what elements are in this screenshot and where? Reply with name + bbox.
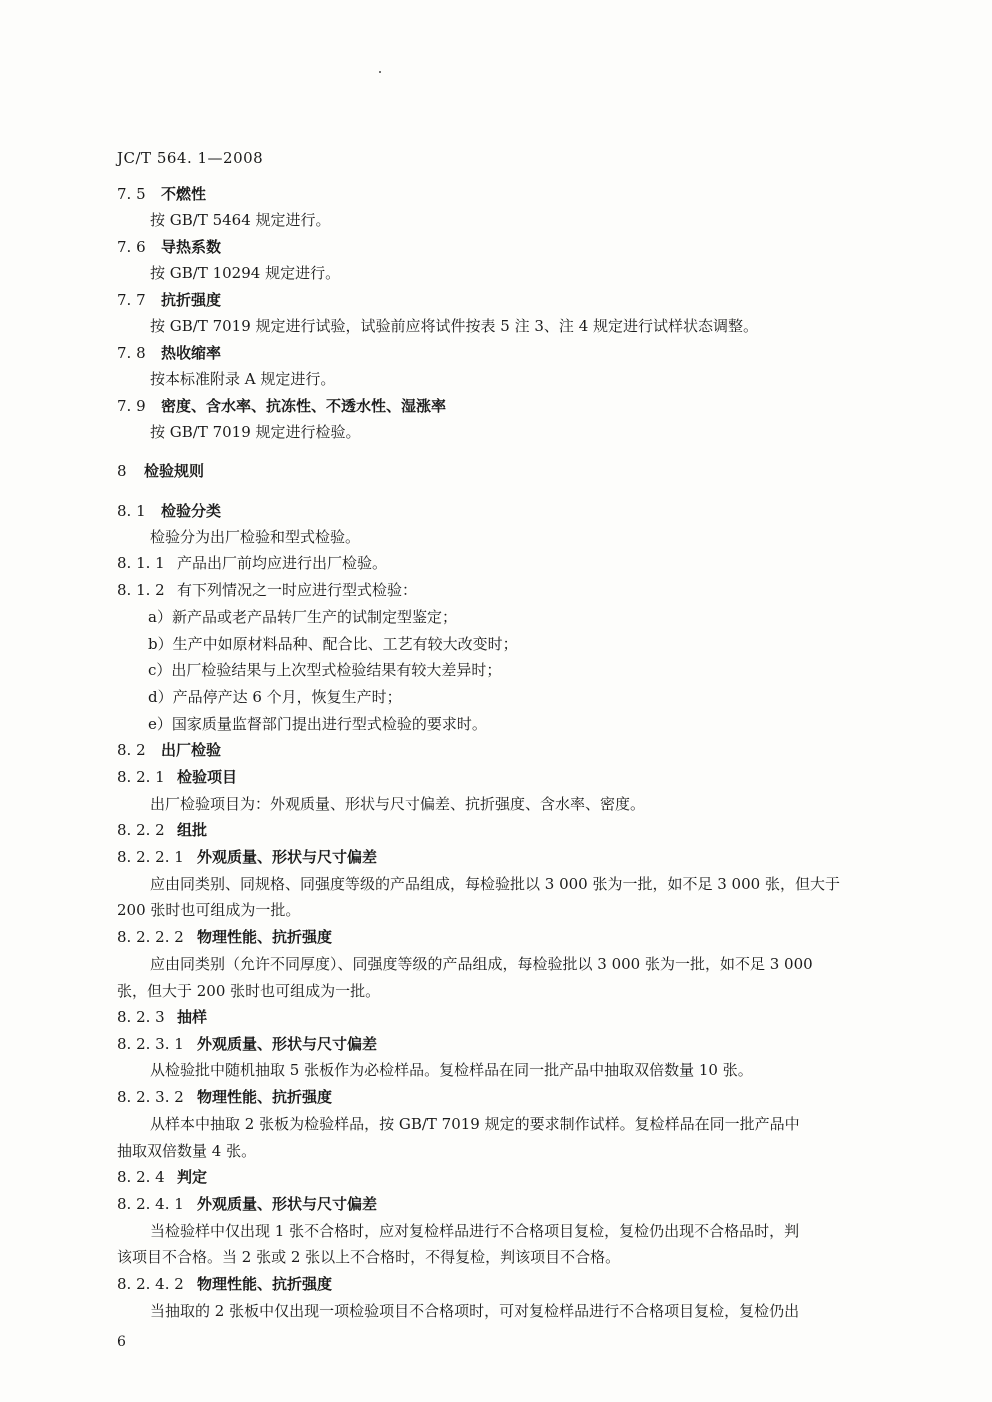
paragraph: 按 GB/T 7019 规定进行试验，试验前应将试件按表 5 注 3、注 4 规定进行试样状态调整。 [150,317,759,335]
list-item: c）出厂检验结果与上次型式检验结果有较大差异时； [148,661,502,679]
section-heading: 8. 2. 4 判定 [117,1168,208,1186]
section-heading: 8. 2. 2. 2 物理性能、抗折强度 [117,928,333,946]
standard-id: JC/T 564. 1—2008 [117,149,264,167]
clause: 8. 1. 1 产品出厂前均应进行出厂检验。 [117,554,388,572]
paragraph: 按 GB/T 5464 规定进行。 [150,211,331,229]
section-heading: 8. 2. 2 组批 [117,821,208,839]
section-heading: 7. 6 导热系数 [117,238,222,256]
paragraph: 应由同类别（允许不同厚度）、同强度等级的产品组成，每检验批以 3 000 张为一批，如不足 3 000 [150,955,813,973]
chapter-heading: 8 检验规则 [117,462,205,480]
paragraph: 当检验样中仅出现 1 张不合格时，应对复检样品进行不合格项目复检，复检仍出现不合格品时，判 [150,1222,800,1240]
paragraph: 当抽取的 2 张板中仅出现一项检验项目不合格项时，可对复检样品进行不合格项目复检，复检仍出 [150,1302,800,1320]
paragraph: 按本标准附录 A 规定进行。 [150,370,336,388]
paragraph-continuation: 抽取双倍数量 4 张。 [117,1142,257,1160]
page-number: 6 [117,1334,126,1350]
section-heading: 8. 2. 4. 1 外观质量、形状与尺寸偏差 [117,1195,378,1213]
paragraph: 检验分为出厂检验和型式检验。 [150,528,361,546]
clause: 8. 1. 2 有下列情况之一时应进行型式检验： [117,581,418,599]
paragraph: 从样本中抽取 2 张板为检验样品，按 GB/T 7019 规定的要求制作试样。复检样品在同一批产品中 [150,1115,800,1133]
list-item: e）国家质量监督部门提出进行型式检验的要求时。 [148,715,487,733]
paragraph: 按 GB/T 7019 规定进行检验。 [150,423,361,441]
section-heading: 8. 2. 3. 1 外观质量、形状与尺寸偏差 [117,1035,378,1053]
section-heading: 8. 1 检验分类 [117,502,222,520]
paragraph: 按 GB/T 10294 规定进行。 [150,264,341,282]
section-heading: 8. 2. 4. 2 物理性能、抗折强度 [117,1275,333,1293]
paragraph: 从检验批中随机抽取 5 张板作为必检样品。复检样品在同一批产品中抽取双倍数量 10 张。 [150,1061,753,1079]
section-heading: 8. 2. 2. 1 外观质量、形状与尺寸偏差 [117,848,378,866]
section-heading: 7. 7 抗折强度 [117,291,222,309]
section-heading: 8. 2. 3. 2 物理性能、抗折强度 [117,1088,333,1106]
section-heading: 7. 5 不燃性 [117,185,207,203]
scan-speck [379,71,381,73]
list-item: b）生产中如原材料品种、配合比、工艺有较大改变时； [148,635,518,653]
section-heading: 7. 9 密度、含水率、抗冻性、不透水性、湿涨率 [117,397,447,415]
list-item: d）产品停产达 6 个月，恢复生产时； [148,688,402,706]
list-item: a）新产品或老产品转厂生产的试制定型鉴定； [148,608,457,626]
paragraph-continuation: 张，但大于 200 张时也可组成为一批。 [117,982,381,1000]
section-heading: 8. 2 出厂检验 [117,741,222,759]
paragraph-continuation: 200 张时也可组成为一批。 [117,901,301,919]
section-heading: 8. 2. 1 检验项目 [117,768,238,786]
paragraph: 出厂检验项目为：外观质量、形状与尺寸偏差、抗折强度、含水率、密度。 [150,795,646,813]
section-heading: 8. 2. 3 抽样 [117,1008,208,1026]
paragraph-continuation: 该项目不合格。当 2 张或 2 张以上不合格时，不得复检，判该项目不合格。 [117,1248,621,1266]
paragraph: 应由同类别、同规格、同强度等级的产品组成，每检验批以 3 000 张为一批，如不足 3 000 张，但大于 [150,875,840,893]
section-heading: 7. 8 热收缩率 [117,344,222,362]
